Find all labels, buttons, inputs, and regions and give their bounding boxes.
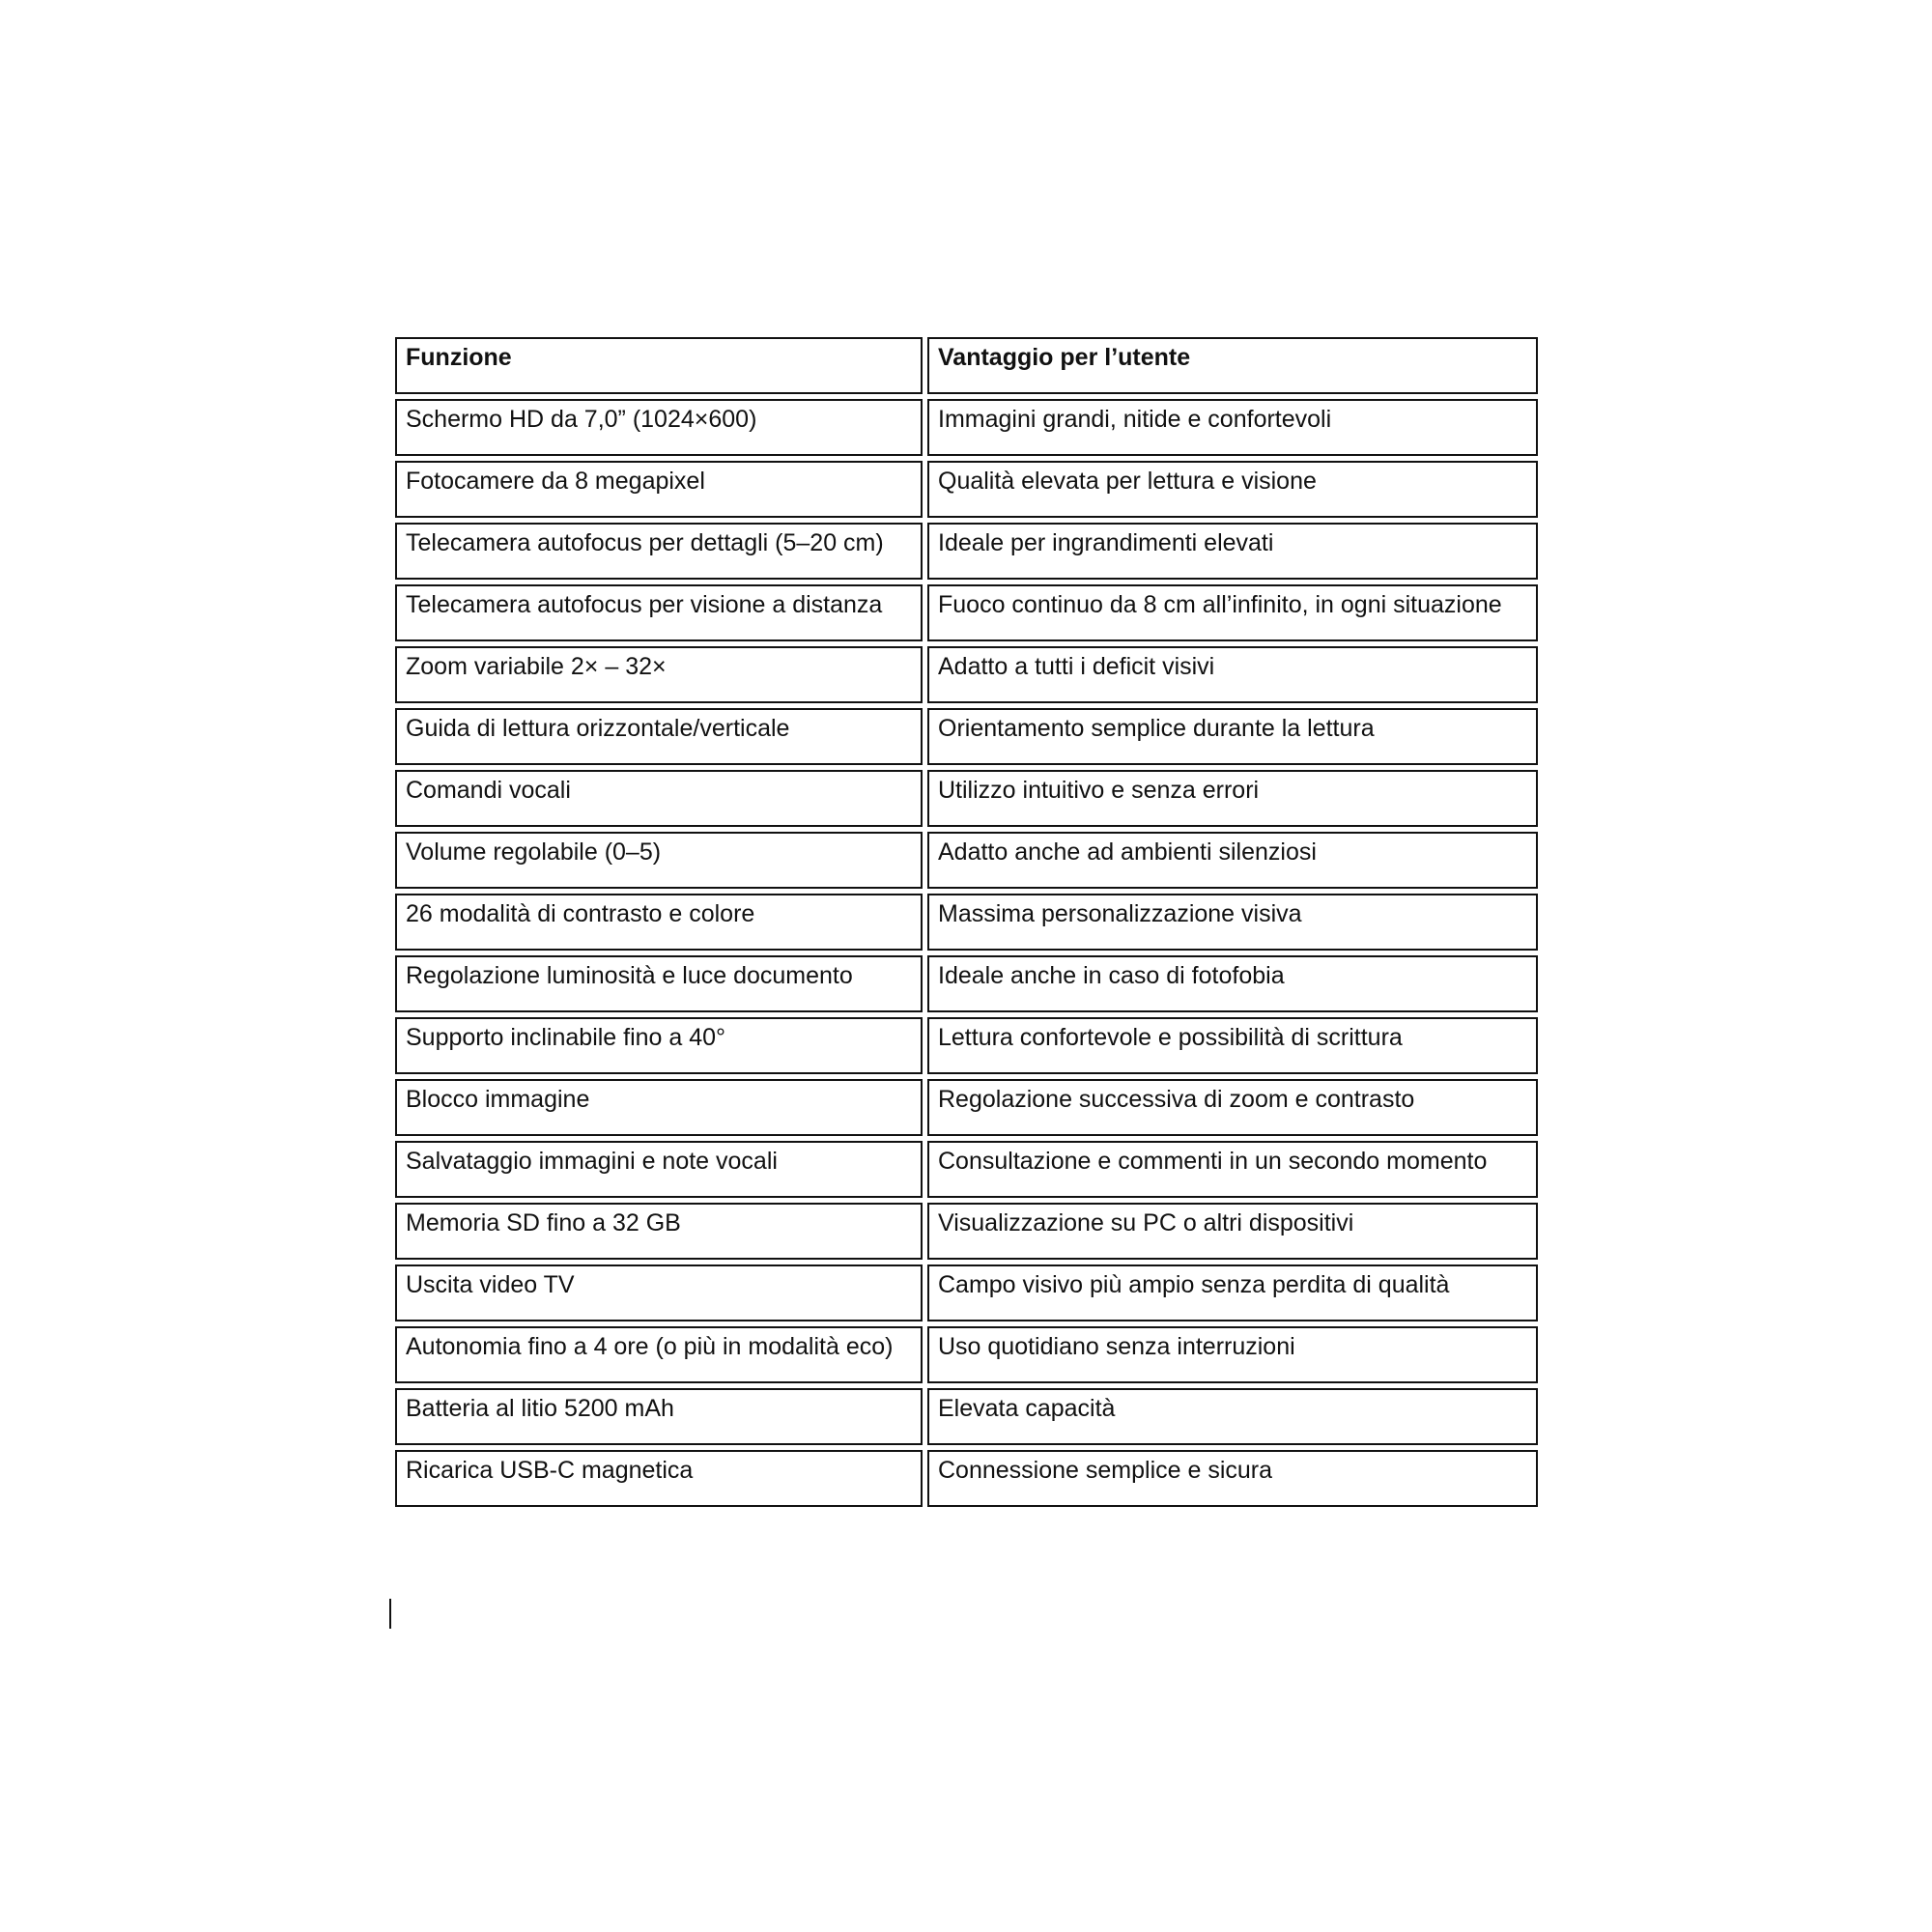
cell-funzione[interactable]: Telecamera autofocus per dettagli (5–20 cm) [395,523,923,580]
header-cell-vantaggio[interactable]: Vantaggio per l’utente [927,337,1538,394]
header-cell-funzione[interactable]: Funzione [395,337,923,394]
table-row [395,584,1538,641]
cell-vantaggio[interactable]: Elevata capacità [927,1388,1538,1445]
cell-funzione[interactable]: Fotocamere da 8 megapixel [395,461,923,518]
cell-vantaggio[interactable]: Ideale per ingrandimenti elevati [927,523,1538,580]
cell-funzione[interactable]: Autonomia fino a 4 ore (o più in modalità eco) [395,1326,923,1383]
cell-vantaggio[interactable]: Orientamento semplice durante la lettura [927,708,1538,765]
cell-funzione[interactable]: Blocco immagine [395,1079,923,1136]
cell-vantaggio[interactable]: Massima personalizzazione visiva [927,894,1538,951]
table-row [395,1079,1538,1136]
cell-funzione[interactable]: Telecamera autofocus per visione a distanza [395,584,923,641]
table-row [395,1326,1538,1383]
cell-funzione[interactable]: Guida di lettura orizzontale/verticale [395,708,923,765]
cell-funzione[interactable]: Schermo HD da 7,0” (1024×600) [395,399,923,456]
cell-funzione[interactable]: Salvataggio immagini e note vocali [395,1141,923,1198]
table-row [395,461,1538,518]
cell-vantaggio[interactable]: Adatto anche ad ambienti silenziosi [927,832,1538,889]
table-header-row [395,337,1538,394]
table-row [395,1141,1538,1198]
cell-vantaggio[interactable]: Regolazione successiva di zoom e contrasto [927,1079,1538,1136]
table-row [395,1017,1538,1074]
cell-funzione[interactable]: 26 modalità di contrasto e colore [395,894,923,951]
table-row [395,1450,1538,1507]
table-row [395,955,1538,1012]
cell-vantaggio[interactable]: Qualità elevata per lettura e visione [927,461,1538,518]
cell-vantaggio[interactable]: Fuoco continuo da 8 cm all’infinito, in ogni situazione [927,584,1538,641]
cell-funzione[interactable]: Regolazione luminosità e luce documento [395,955,923,1012]
cell-vantaggio[interactable]: Ideale anche in caso di fotofobia [927,955,1538,1012]
table-row [395,832,1538,889]
cell-funzione[interactable]: Memoria SD fino a 32 GB [395,1203,923,1260]
cell-vantaggio[interactable]: Consultazione e commenti in un secondo momento [927,1141,1538,1198]
text-cursor [389,1599,391,1629]
cell-vantaggio[interactable]: Adatto a tutti i deficit visivi [927,646,1538,703]
feature-table-body [395,337,1538,1507]
table-row [395,1388,1538,1445]
cell-vantaggio[interactable]: Utilizzo intuitivo e senza errori [927,770,1538,827]
cell-vantaggio[interactable]: Lettura confortevole e possibilità di scrittura [927,1017,1538,1074]
cell-vantaggio[interactable]: Immagini grandi, nitide e confortevoli [927,399,1538,456]
cell-vantaggio[interactable]: Connessione semplice e sicura [927,1450,1538,1507]
cell-funzione[interactable]: Volume regolabile (0–5) [395,832,923,889]
table-row [395,1264,1538,1321]
table-row [395,894,1538,951]
table-row [395,770,1538,827]
cell-funzione[interactable]: Batteria al litio 5200 mAh [395,1388,923,1445]
cell-vantaggio[interactable]: Campo visivo più ampio senza perdita di qualità [927,1264,1538,1321]
table-row [395,708,1538,765]
cell-funzione[interactable]: Supporto inclinabile fino a 40° [395,1017,923,1074]
table-row [395,523,1538,580]
cell-funzione[interactable]: Zoom variabile 2× – 32× [395,646,923,703]
table-row [395,399,1538,456]
table-row [395,646,1538,703]
cell-funzione[interactable]: Uscita video TV [395,1264,923,1321]
cell-vantaggio[interactable]: Uso quotidiano senza interruzioni [927,1326,1538,1383]
cell-funzione[interactable]: Ricarica USB-C magnetica [395,1450,923,1507]
cell-vantaggio[interactable]: Visualizzazione su PC o altri dispositivi [927,1203,1538,1260]
cell-funzione[interactable]: Comandi vocali [395,770,923,827]
feature-table [390,332,1543,1512]
table-row [395,1203,1538,1260]
